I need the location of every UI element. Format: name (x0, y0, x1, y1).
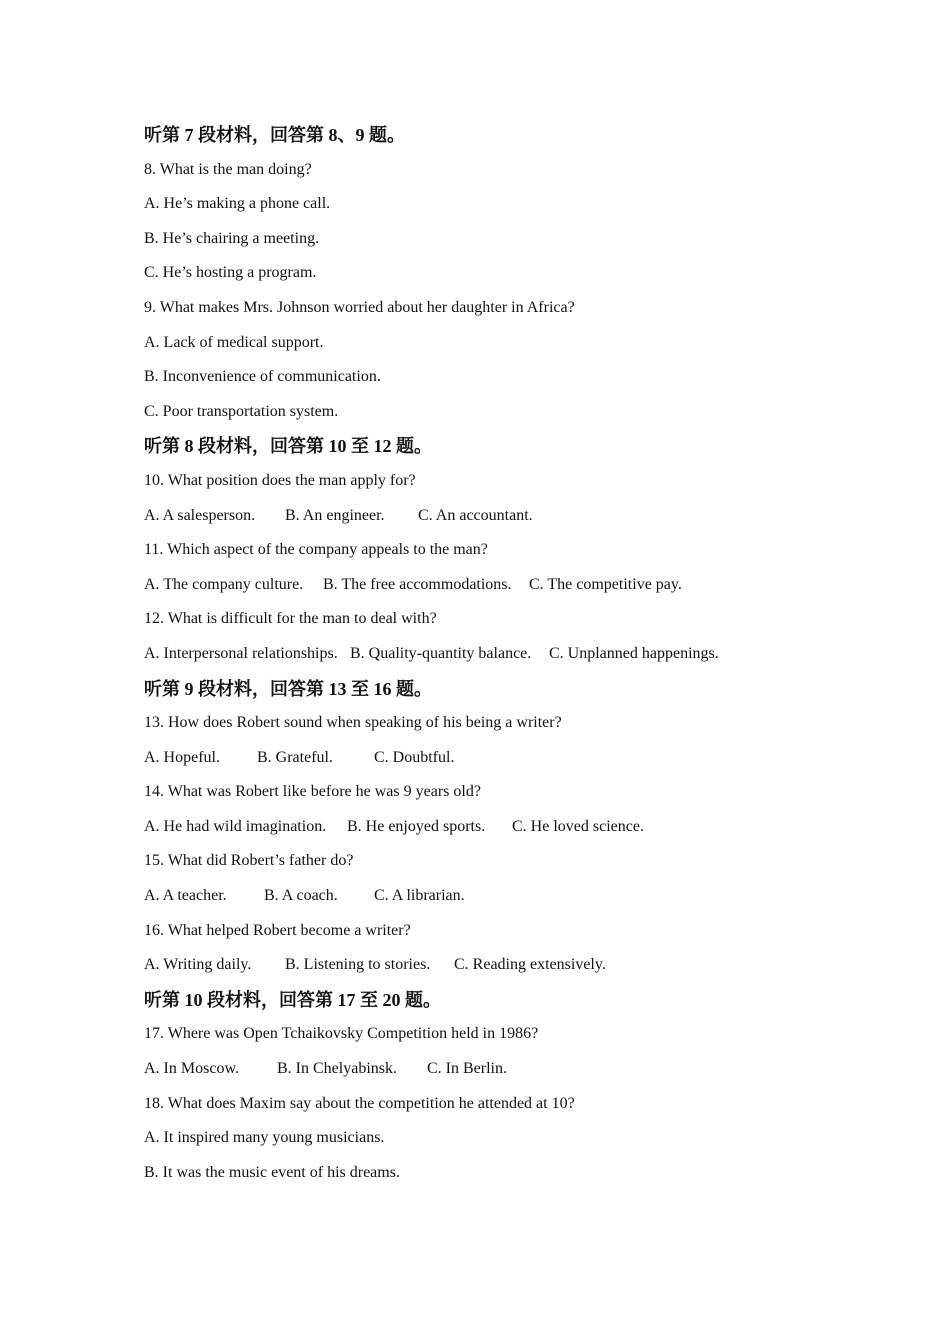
question-stem: 8. What is the man doing? (144, 160, 312, 178)
answer-option: A. He had wild imagination. (144, 817, 327, 835)
options-row (144, 499, 824, 534)
answer-option: A. Hopeful. (144, 748, 220, 766)
question-stem: 17. Where was Open Tchaikovsky Competition held in 1986? (144, 1025, 539, 1043)
answer-option: B. Listening to stories. (285, 956, 431, 974)
question-stem: 9. What makes Mrs. Johnson worried about her daughter in Africa? (144, 298, 575, 316)
question-stem: 13. How does Robert sound when speaking of his being a writer? (144, 714, 562, 732)
answer-option: A. Writing daily. (144, 956, 252, 974)
answer-option: B. In Chelyabinsk. (277, 1060, 397, 1078)
question-stem: 14. What was Robert like before he was 9 years old? (144, 783, 481, 801)
answer-option: B. Inconvenience of communication. (144, 368, 381, 386)
answer-option: B. An engineer. (285, 506, 385, 524)
answer-option: A. Lack of medical support. (144, 333, 324, 351)
answer-option: B. Grateful. (257, 748, 333, 766)
answer-option: C. Unplanned happenings. (549, 644, 719, 662)
answer-option: C. An accountant. (418, 506, 533, 524)
section-heading: 听第 9 段材料，回答第 13 至 16 题。 (144, 678, 432, 699)
answer-option: C. He’s hosting a program. (144, 264, 317, 282)
question-stem: 11. Which aspect of the company appeals to the man? (144, 541, 488, 559)
answer-option: C. Reading extensively. (454, 956, 606, 974)
answer-option: A. Interpersonal relationships. (144, 644, 338, 662)
answer-option: C. The competitive pay. (529, 575, 682, 593)
answer-option: A. A salesperson. (144, 506, 256, 524)
question-stem: 10. What position does the man apply for? (144, 471, 416, 489)
answer-option: C. Doubtful. (374, 748, 455, 766)
section-heading: 听第 8 段材料，回答第 10 至 12 题。 (144, 436, 432, 457)
section-heading: 听第 10 段材料，回答第 17 至 20 题。 (144, 989, 441, 1010)
question-stem: 18. What does Maxim say about the competition he attended at 10? (144, 1094, 575, 1112)
options-row (144, 637, 824, 672)
answer-option: B. Quality-quantity balance. (350, 644, 532, 662)
answer-option: A. In Moscow. (144, 1060, 239, 1078)
answer-option: B. He enjoyed sports. (347, 817, 486, 835)
answer-option: B. He’s chairing a meeting. (144, 229, 320, 247)
section-heading: 听第 7 段材料，回答第 8、9 题。 (144, 125, 405, 145)
answer-option: B. It was the music event of his dreams. (144, 1163, 400, 1181)
question-stem: 16. What helped Robert become a writer? (144, 921, 411, 939)
answer-option: A. It inspired many young musicians. (144, 1129, 385, 1147)
options-row (144, 568, 824, 603)
answer-option: C. In Berlin. (427, 1060, 507, 1078)
question-stem: 12. What is difficult for the man to deal with? (144, 610, 437, 628)
question-stem: 15. What did Robert’s father do? (144, 852, 354, 870)
answer-option: A. A teacher. (144, 887, 227, 905)
answer-option: C. Poor transportation system. (144, 402, 339, 420)
answer-option: A. He’s making a phone call. (144, 195, 331, 213)
options-row (144, 948, 824, 983)
options-row (144, 741, 824, 776)
options-row (144, 1052, 824, 1087)
answer-option: B. The free accommodations. (323, 575, 512, 593)
answer-option: C. He loved science. (512, 817, 644, 835)
answer-option: B. A coach. (264, 887, 338, 905)
options-row (144, 879, 824, 914)
answer-option: C. A librarian. (374, 887, 465, 905)
exam-page (144, 118, 824, 1190)
options-row (144, 810, 824, 845)
answer-option: A. The company culture. (144, 575, 304, 593)
